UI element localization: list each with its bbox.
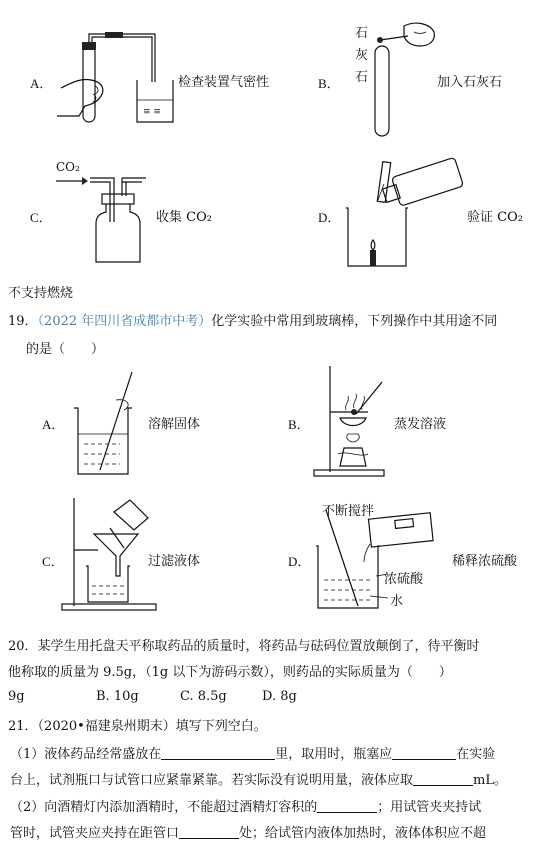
limestone-label-1: 石 — [355, 26, 369, 41]
q20-choice-d: D. 8g — [262, 689, 297, 704]
q19-source: （2022 年四川省成都市中考） — [37, 314, 212, 329]
q19-option-b-caption: 蒸发溶液 — [394, 417, 447, 432]
q19-stem-text: 化学实验中常用到玻璃棒，下列操作中其用途不同 — [211, 314, 498, 329]
dissolve-solid-figure — [70, 370, 150, 478]
q21-p1-text-c: 在实验 — [456, 747, 496, 762]
option-c-caption: 收集 CO₂ — [156, 210, 212, 225]
option-d-letter: D． — [318, 210, 341, 225]
q19-stem-line1 — [8, 310, 497, 329]
q20-choice-c: C. 8.5g — [180, 689, 227, 704]
filter-liquid-figure — [60, 494, 160, 614]
q21-part2-line2 — [10, 822, 486, 841]
q20-line2: 他称取的质量为 9.5g，（1g 以下为游码示数），则药品的实际质量为（ ） — [8, 665, 452, 680]
q21-p1-text-d: 台上，试剂瓶口与试管口应紧靠紧靠。若实际没有说明用量，液体应取 — [10, 773, 414, 788]
option-c-letter: C． — [30, 210, 52, 225]
q19-option-d-letter: D． — [288, 554, 311, 569]
option-d-caption: 验证 CO₂ — [467, 210, 523, 225]
q18-tail-text: 不支持燃烧 — [8, 286, 74, 301]
q21-p2-text-c: 管时，试管夹应夹持在距管口 — [10, 826, 180, 841]
q21-p2-text-d: 处；给试管内液体加热时，液体体积应不超 — [239, 826, 487, 841]
option-b-caption: 加入石灰石 — [437, 75, 503, 90]
q21-header: 21．（2020•福建泉州期末）填写下列空白。 — [8, 719, 267, 734]
q20-line1: 20．某学生用托盘天平称取药品的质量时，将药品与砝码位置放颠倒了，待平衡时 — [8, 639, 480, 654]
evaporate-solution-figure — [310, 362, 390, 480]
option-a-caption: 检查装置气密性 — [178, 75, 270, 90]
q19-option-c-caption: 过滤液体 — [148, 554, 201, 569]
add-limestone-figure — [370, 18, 440, 140]
q21-p2-text-b: ；用试管夹夹持试 — [377, 800, 482, 815]
q19-number: 19． — [8, 314, 38, 329]
q20-choice-b: B. 10g — [96, 689, 139, 704]
q21-part2-line1 — [10, 796, 481, 815]
q21-blank-lamp-volume[interactable] — [317, 798, 377, 813]
limestone-label-3: 石 — [355, 70, 369, 85]
q21-part1-line1 — [10, 743, 495, 762]
q21-blank-stopper[interactable] — [392, 745, 456, 760]
q21-p1-text-e: mL。 — [473, 773, 507, 788]
conc-acid-label: 浓硫酸 — [384, 572, 424, 587]
option-a-letter: A． — [30, 76, 53, 91]
q19-option-b-letter: B． — [288, 417, 310, 432]
q21-p2-text-a: （2）向酒精灯内添加酒精时，不能超过酒精灯容积的 — [10, 800, 318, 815]
option-b-letter: B． — [318, 76, 340, 91]
q19-option-a-letter: A． — [42, 417, 65, 432]
airtightness-apparatus-figure — [55, 30, 185, 130]
q21-p1-text-b: 里，取用时，瓶塞应 — [275, 747, 393, 762]
q19-option-d-caption: 稀释浓硫酸 — [452, 554, 518, 569]
q20-choice-a: 9g — [8, 689, 25, 704]
q19-stem-line2: 的是（ ） — [26, 342, 105, 357]
q21-blank-container[interactable] — [161, 745, 275, 760]
q21-part1-line2 — [10, 769, 507, 788]
q21-p1-text-a: （1）液体药品经常盛放在 — [10, 747, 162, 762]
collect-co2-bottle-figure — [56, 170, 156, 266]
stir-label: 不断搅拌 — [322, 504, 375, 519]
co2-gas-label: CO₂ — [56, 160, 80, 174]
svg-text:≡ ≡: ≡ ≡ — [143, 107, 161, 117]
q21-blank-clamp-position[interactable] — [179, 824, 239, 839]
dilute-acid-figure — [310, 506, 440, 614]
q19-option-c-letter: C． — [42, 554, 64, 569]
q21-blank-volume[interactable] — [413, 771, 473, 786]
q19-option-a-caption: 溶解固体 — [148, 417, 201, 432]
verify-co2-beaker-figure — [340, 158, 470, 270]
water-label: 水 — [390, 594, 404, 609]
limestone-label-2: 灰 — [355, 48, 369, 63]
